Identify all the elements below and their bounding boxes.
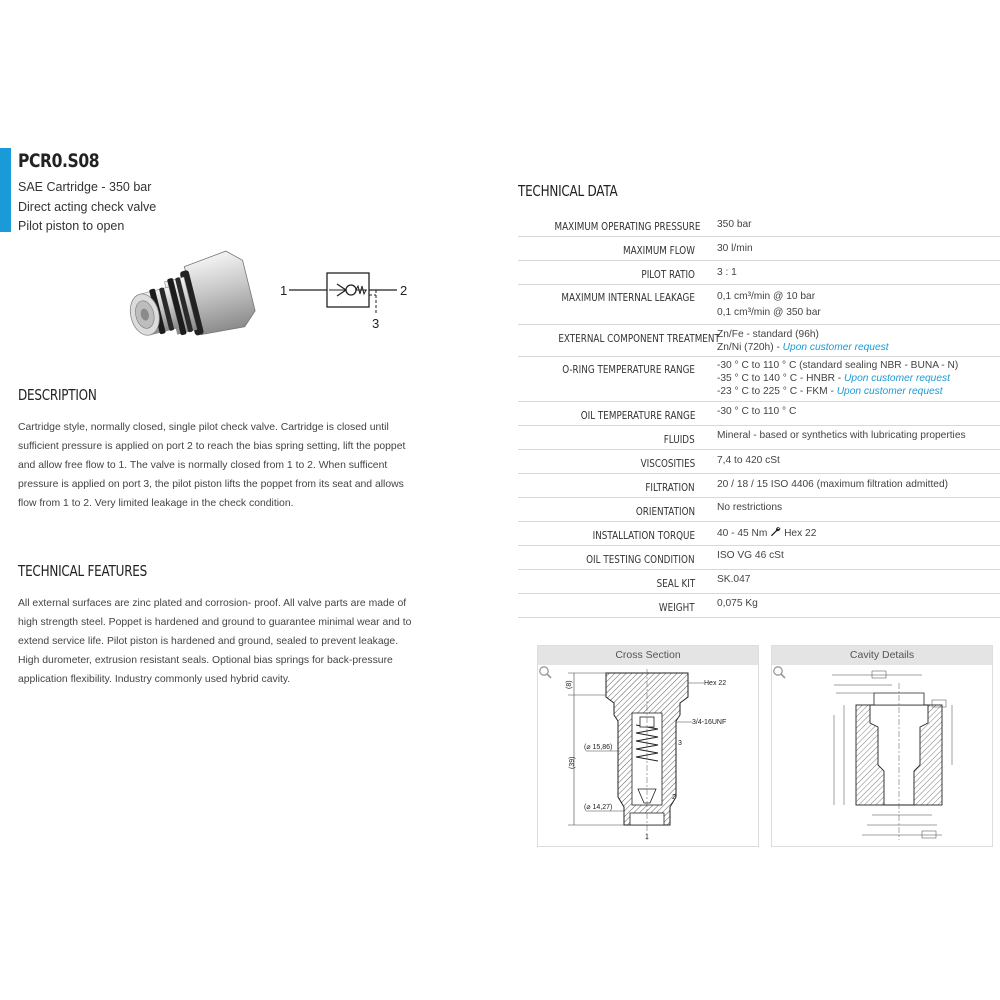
row-value: 40 - 45 Nm Hex 22 [717, 528, 817, 539]
hex-label: Hex 22 [704, 680, 727, 687]
port-1-label: 1 [280, 283, 288, 298]
row-value: 3 : 1 [717, 267, 737, 278]
upon-request-link[interactable]: Upon customer request [844, 372, 950, 384]
cross-section-panel[interactable] [537, 645, 759, 847]
dia-15-86: (⌀ 15,86) [584, 744, 613, 751]
table-row-pilot-ratio [518, 261, 1000, 285]
cavity-details-title: Cavity Details [772, 646, 992, 665]
dia-14-27: (⌀ 14,27) [584, 804, 613, 811]
row-label: ORIENTATION [635, 505, 695, 518]
cross-section-drawing [538, 665, 758, 847]
upon-request-link[interactable]: Upon customer request [836, 385, 943, 397]
row-value: ISO VG 46 cSt [717, 550, 784, 561]
cavity-details-panel[interactable] [771, 645, 993, 847]
table-row-viscosities [518, 450, 1000, 474]
subtitle-line-2: Direct acting check valve [18, 199, 157, 214]
row-label: MAXIMUM FLOW [623, 244, 695, 257]
row-value: 30 l/min [717, 243, 753, 254]
hydraulic-symbol [275, 265, 415, 335]
port-1-mark: 1 [645, 834, 649, 841]
table-row-filtration [518, 474, 1000, 498]
row-value: -30 ° C to 110 ° C [717, 406, 797, 417]
thread-label: 3/4-16UNF [692, 719, 727, 726]
port-2-mark: 2 [672, 794, 676, 801]
cross-section-title: Cross Section [538, 646, 758, 665]
row-value: No restrictions [717, 502, 783, 513]
row-value: 20 / 18 / 15 ISO 4406 (maximum filtration admitted) [717, 479, 949, 490]
length-dimension: (39) [569, 756, 576, 769]
row-label: VISCOSITIES [640, 457, 695, 470]
row-label: INSTALLATION TORQUE [592, 529, 695, 542]
table-row-seal-kit [518, 570, 1000, 594]
row-label: WEIGHT [659, 601, 695, 614]
port-3-label: 3 [372, 316, 380, 331]
table-row-internal-leakage [518, 285, 1000, 325]
product-image [115, 245, 260, 360]
wrench-icon [770, 526, 781, 537]
row-label: O-RING TEMPERATURE RANGE [562, 363, 695, 376]
table-row-oil-testing [518, 546, 1000, 570]
description-heading: DESCRIPTION [18, 386, 97, 404]
row-value: 350 bar [717, 219, 752, 230]
features-heading: TECHNICAL FEATURES [18, 562, 148, 580]
port-2-label: 2 [400, 283, 408, 298]
description-text: Cartridge style, normally closed, single pilot check valve. Cartridge is closed until sufficient pressure is applied on port 2 to reach the bias spring setting, lift the poppet and allow free flow to 1. The valve is normally closed from 1 to 2. When sufficent pressure is applied on port 3, the pilot piston lifts the poppet from its seat and allows flow from 1 to 2. Very limited leakage in the check condition. [18, 422, 406, 509]
subtitle-line-1: SAE Cartridge - 350 bar [18, 180, 152, 194]
row-value: Mineral - based or synthetics with lubricating properties [717, 430, 966, 441]
row-label: EXTERNAL COMPONENT TREATMENT [558, 332, 720, 345]
upon-request-link[interactable]: Upon customer request [782, 341, 889, 353]
technical-data-heading: TECHNICAL DATA [518, 182, 618, 200]
table-row-max-flow [518, 237, 1000, 261]
product-code: PCR0.S08 [18, 150, 100, 172]
table-row-weight [518, 594, 1000, 618]
table-row-installation-torque [518, 522, 1000, 546]
zoom-icon[interactable] [538, 665, 552, 679]
row-label: SEAL KIT [656, 577, 695, 590]
row-label: FLUIDS [664, 433, 695, 446]
row-label: MAXIMUM INTERNAL LEAKAGE [561, 291, 695, 304]
port-3-mark: 3 [678, 740, 682, 747]
row-value: 0,1 cm³/min @ 10 bar 0,1 cm³/min @ 350 bar [717, 291, 821, 318]
cavity-drawing [772, 665, 992, 847]
row-value: 0,075 Kg [717, 598, 758, 609]
row-label: PILOT RATIO [641, 268, 695, 281]
row-value: 7,4 to 420 cSt [717, 455, 780, 466]
table-row-component-treatment [518, 325, 1000, 357]
row-value: SK.047 [717, 574, 751, 585]
table-row-fluids [518, 426, 1000, 450]
technical-data-table [518, 213, 1000, 618]
row-value: Zn/Fe - standard (96h) Zn/Ni (720h) - Upon customer request [717, 329, 889, 353]
accent-bar [0, 148, 11, 232]
table-row-orientation [518, 498, 1000, 522]
row-label: OIL TESTING CONDITION [586, 553, 695, 566]
product-subtitle [18, 178, 156, 237]
table-row-max-pressure [518, 213, 1000, 237]
subtitle-line-3: Pilot piston to open [18, 219, 125, 233]
row-value: -30 ° C to 110 ° C (standard sealing NBR - BUNA - N) -35 ° C to 140 ° C - HNBR - Upon customer request -23 ° C to 225 ° C - FKM - Upon customer request [717, 360, 959, 397]
zoom-icon[interactable] [772, 665, 786, 679]
table-row-oil-temp [518, 402, 1000, 426]
top-dimension: (8) [566, 680, 573, 689]
row-label: OIL TEMPERATURE RANGE [580, 409, 695, 422]
row-label: MAXIMUM OPERATING PRESSURE [554, 220, 701, 233]
row-label: FILTRATION [645, 481, 695, 494]
table-row-oring-temp [518, 357, 1000, 402]
features-text: All external surfaces are zinc plated and corrosion- proof. All valve parts are made of high strength steel. Poppet is hardened and ground to guarantee minimal wear and to extend service life. Pilot piston is hardened and ground, sealed to prevent leakage. High durometer, extrusion resistant seals. Optional bias springs for back-pressure application flexibility. Industry commonly used hybrid cavity. [18, 598, 412, 685]
